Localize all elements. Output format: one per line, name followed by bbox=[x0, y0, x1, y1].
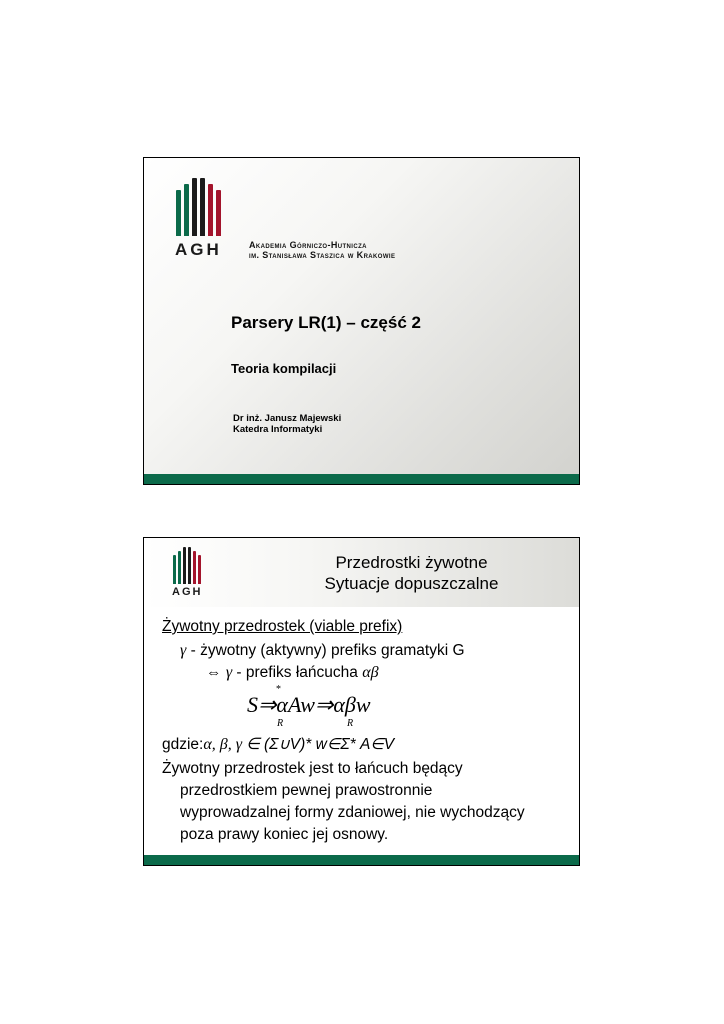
agh-logo-text: AGH bbox=[172, 586, 203, 598]
line2-text: - prefiks łańcucha bbox=[232, 664, 363, 681]
def-line-2: przedrostkiem pewnej prawostronnie bbox=[180, 782, 433, 799]
line1-text: - żywotny (aktywny) prefiks gramatyki G bbox=[186, 642, 465, 659]
formula-r-1: R bbox=[277, 718, 284, 729]
university-line-2: im. Stanisława Staszica w Krakowie bbox=[249, 250, 396, 260]
content-slide bbox=[143, 537, 580, 866]
slide-title bbox=[184, 552, 580, 594]
agh-logo-bars bbox=[174, 176, 222, 236]
author-name: Dr inż. Janusz Majewski bbox=[233, 413, 342, 424]
university-line-1: Akademia Górniczo-Hutnicza bbox=[249, 240, 367, 250]
footer-bar bbox=[144, 855, 579, 865]
slide-subtitle: Teoria kompilacji bbox=[231, 361, 337, 376]
title-slide bbox=[143, 157, 580, 485]
title-line-2: Sytuacje dopuszczalne bbox=[324, 574, 499, 593]
gdzie-line bbox=[162, 734, 394, 756]
slide-title: Parsery LR(1) – część 2 bbox=[231, 313, 421, 332]
gdzie-label: gdzie: bbox=[162, 736, 204, 753]
author-block bbox=[233, 413, 341, 435]
gamma-symbol: γ bbox=[225, 664, 233, 681]
formula-r-2: R bbox=[347, 718, 354, 729]
viable-prefix-heading: Żywotny przedrostek (viable prefix) bbox=[162, 618, 403, 635]
def-line-1: Żywotny przedrostek jest to łańcuch będący bbox=[162, 760, 463, 777]
gdzie-symbols: α, β, γ ∈ bbox=[203, 736, 264, 753]
gamma-symbol: γ bbox=[180, 642, 187, 659]
equivalence-arrow: ⇔ bbox=[206, 664, 222, 681]
title-line-1: Przedrostki żywotne bbox=[335, 553, 488, 572]
def-line-3: wyprowadzalnej formy zdaniowej, nie wychodzący bbox=[180, 804, 525, 821]
footer-bar bbox=[144, 474, 579, 484]
def-line-4: poza prawy koniec jej osnowy. bbox=[180, 826, 389, 843]
formula-star: * bbox=[276, 684, 281, 695]
derivation-formula bbox=[247, 686, 417, 732]
department-name: Katedra Informatyki bbox=[233, 424, 323, 435]
slide-header bbox=[144, 538, 579, 607]
definition-line-1 bbox=[180, 640, 465, 662]
formula-main: S⇒αAw⇒αβw bbox=[247, 692, 371, 717]
gdzie-rest: (Σ∪V)* w∈Σ* A∈V bbox=[263, 736, 395, 753]
university-name bbox=[249, 240, 395, 260]
alpha-beta-symbol: αβ bbox=[362, 664, 379, 681]
agh-logo-text: AGH bbox=[175, 240, 222, 259]
definition-line-2 bbox=[206, 662, 379, 684]
